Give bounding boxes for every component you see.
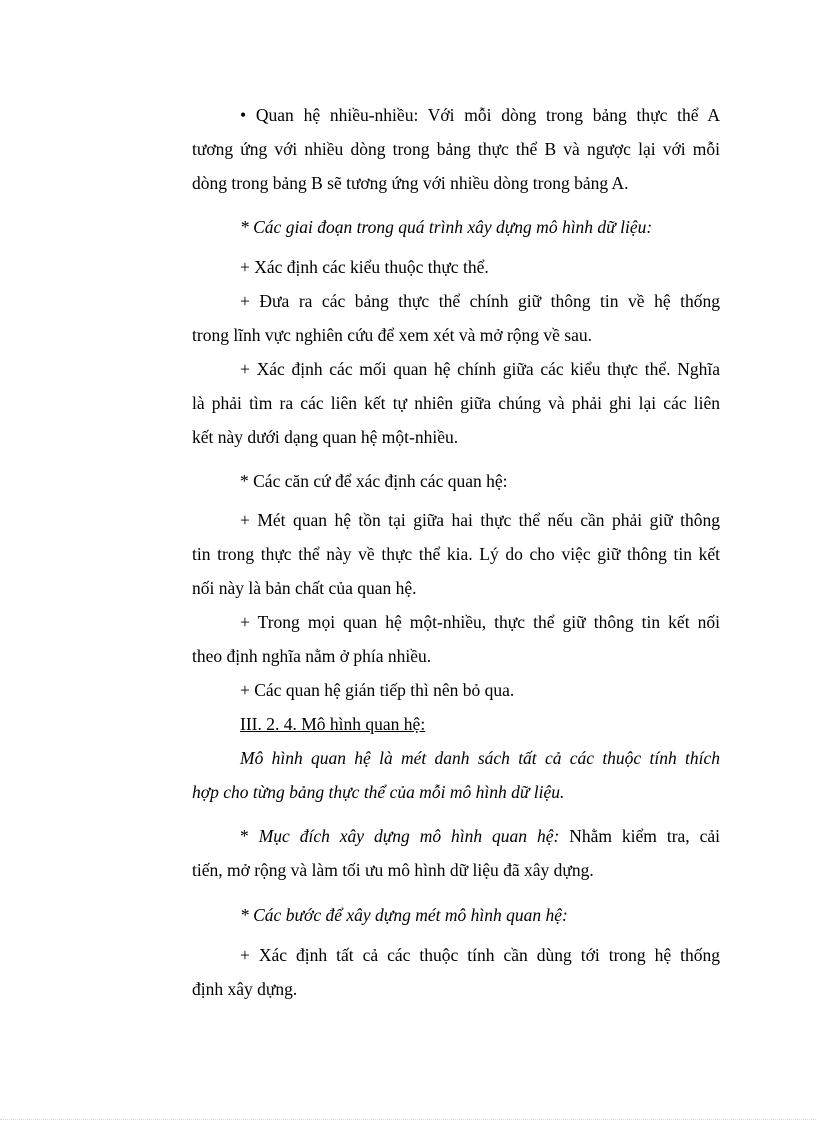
bullet-prefix: *	[240, 826, 259, 846]
text-line: • Quan hệ nhiều-nhiều: Với mỗi dòng trong bảng thực thể A	[240, 105, 720, 125]
section-heading	[192, 707, 720, 741]
paragraph-basis-two	[192, 605, 720, 673]
text-line: + Các quan hệ gián tiếp thì nên bỏ qua.	[240, 680, 515, 700]
paragraph-step-attributes	[192, 938, 720, 1006]
paragraph-basis-three	[192, 673, 720, 707]
text-line: tương ứng với nhiều dòng trong bảng thực thể B và ngược lại với mỗi	[192, 139, 720, 159]
purpose-text: Nhằm kiểm tra, cải	[559, 826, 720, 846]
page-bottom-divider	[0, 1119, 816, 1120]
paragraph-basis-one	[192, 503, 720, 605]
text-line: nối này là bản chất của quan hệ.	[192, 578, 417, 598]
text-line: * Các căn cứ để xác định các quan hệ:	[240, 471, 508, 491]
paragraph-step-main-tables	[192, 284, 720, 352]
text-line: + Mét quan hệ tồn tại giữa hai thực thể nếu cần phải giữ thông	[240, 510, 720, 530]
paragraph-relation-basis	[192, 464, 720, 498]
text-line: tin trong thực thể này về thực thể kia. Lý do cho việc giữ thông tin kết	[192, 544, 720, 564]
text-line: + Xác định tất cả các thuộc tính cần dùng tới trong hệ thống	[240, 945, 720, 965]
text-line: + Đưa ra các bảng thực thể chính giữ thông tin về hệ thống	[240, 291, 720, 311]
text-line: + Xác định các mối quan hệ chính giữa các kiểu thực thể. Nghĩa	[240, 359, 720, 379]
section-title: III. 2. 4. Mô hình quan hệ:	[240, 714, 426, 734]
text-line: * Các giai đoạn trong quá trình xây dựng mô hình dữ liệu:	[240, 217, 653, 237]
paragraph-step-entity-types	[192, 250, 720, 284]
text-line: dòng trong bảng B sẽ tương ứng với nhiều dòng trong bảng A.	[192, 173, 629, 193]
text-line: + Trong mọi quan hệ một-nhiều, thực thể giữ thông tin kết nối	[240, 612, 720, 632]
text-line: tiến, mở rộng và làm tối ưu mô hình dữ liệu đã xây dựng.	[192, 860, 594, 880]
paragraph-many-to-many	[192, 98, 720, 200]
text-line: là phải tìm ra các liên kết tự nhiên giữa chúng và phải ghi lại các liên	[192, 393, 720, 413]
text-line: kết này dưới dạng quan hệ một-nhiều.	[192, 427, 459, 447]
paragraph-model-stages	[192, 210, 720, 244]
paragraph-model-purpose	[192, 819, 720, 887]
paragraph-step-relations	[192, 352, 720, 454]
text-line: theo định nghĩa nằm ở phía nhiều.	[192, 646, 432, 666]
text-line: trong lĩnh vực nghiên cứu để xem xét và mở rộng về sau.	[192, 325, 593, 345]
text-line: định xây dựng.	[192, 979, 298, 999]
text-line: * Các bước để xây dựng mét mô hình quan hệ:	[240, 905, 568, 925]
text-line: Mô hình quan hệ là mét danh sách tất cả các thuộc tính thích	[240, 748, 720, 768]
paragraph-model-steps	[192, 898, 720, 932]
paragraph-relational-model-definition	[192, 741, 720, 809]
purpose-label: Mục đích xây dựng mô hình quan hệ:	[258, 826, 560, 846]
text-line: hợp cho từng bảng thực thể của mỗi mô hình dữ liệu.	[192, 782, 565, 802]
text-line	[192, 819, 720, 853]
text-line: + Xác định các kiểu thuộc thực thể.	[240, 257, 489, 277]
